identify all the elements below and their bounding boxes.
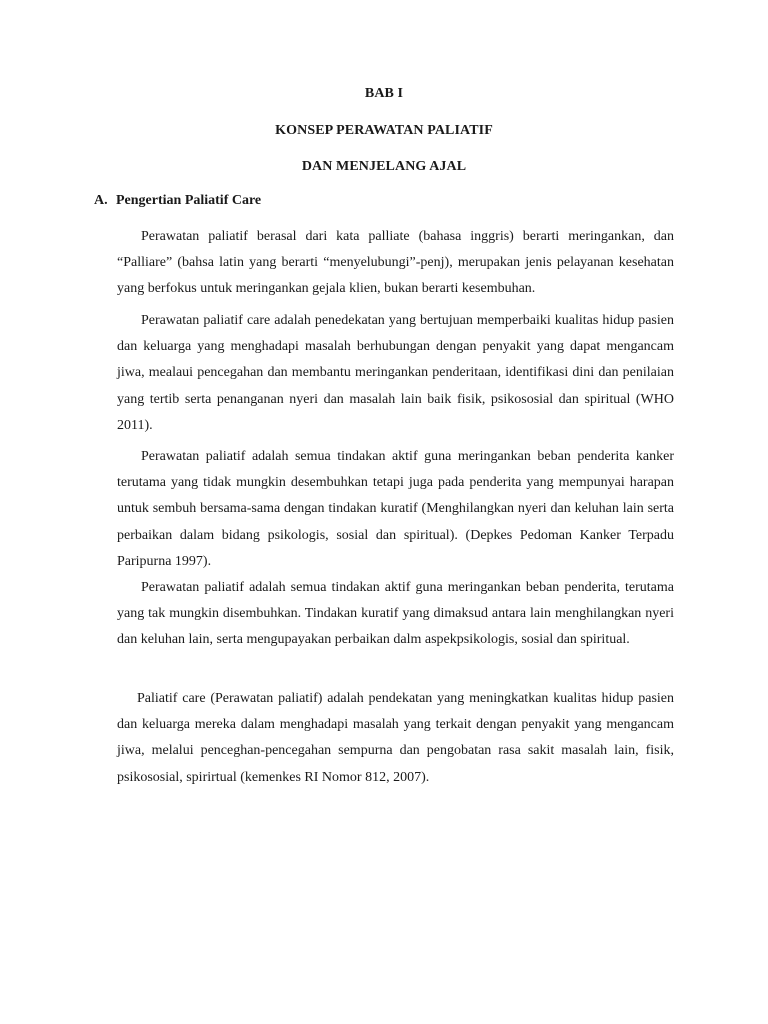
section-title: Pengertian Paliatif Care xyxy=(116,193,262,208)
chapter-title-line-1: KONSEP PERAWATAN PALIATIF xyxy=(275,123,493,138)
section-letter: A. xyxy=(94,193,108,208)
chapter-heading: BAB I xyxy=(364,86,404,101)
paragraph-4: Perawatan paliatif adalah semua tindakan aktif guna meringankan beban penderita, terutama yang tak mungkin disembuhkan. Tindakan kuratif yang dimaksud antara lain menghilangkan nyeri dan keluhan lain, serta mengupayakan perbaikan dalm aspekpsikologis, sosial dan spiritual. xyxy=(117,580,674,648)
paragraph-3: Perawatan paliatif adalah semua tindakan aktif guna meringankan beban penderita kanker terutama yang tidak mungkin desembuhkan tetapi juga pada penderita yang mempunyai harapan untuk sembuh bersama-sama dengan tindakan kuratif (Menghilangkan nyeri dan keluhan lain serta perbaikan dalam bidang psikologis, sosial dan spiritual). (Depkes Pedoman Kanker Terpadu Paripurna 1997). xyxy=(117,449,674,569)
section-heading xyxy=(94,193,261,209)
paragraph-2: Perawatan paliatif care adalah penedekatan yang bertujuan memperbaiki kualitas hidup pasien dan keluarga yang menghadapi masalah berhubungan dengan penyakit yang dapat mengancam jiwa, mealaui pencegahan dan membantu meringankan penderitaan, identifikasi dini dan penilaian yang tertib serta penanganan nyeri dan masalah lain baik fisik, psikososial dan spiritual (WHO 2011). xyxy=(117,313,674,433)
paragraph-5: Paliatif care (Perawatan paliatif) adalah pendekatan yang meningkatkan kualitas hidup pasien dan keluarga mereka dalam menghadapi masalah yang terkait dengan penyakit yang mengancam jiwa, melalui penceghan-pencegahan sempurna dan pengobatan rasa sakit masalah lain, fisik, psikososial, spirirtual (kemenkes RI Nomor 812, 2007). xyxy=(117,691,674,785)
chapter-title-line-2: DAN MENJELANG AJAL xyxy=(301,159,467,174)
paragraph-1: Perawatan paliatif berasal dari kata palliate (bahasa inggris) berarti meringankan, dan “Palliare” (bahsa latin yang berarti “menyelubungi”-penj), merupakan jenis pelayanan kesehatan yang berfokus untuk meringankan gejala klien, bukan berarti kesembuhan. xyxy=(117,229,674,297)
